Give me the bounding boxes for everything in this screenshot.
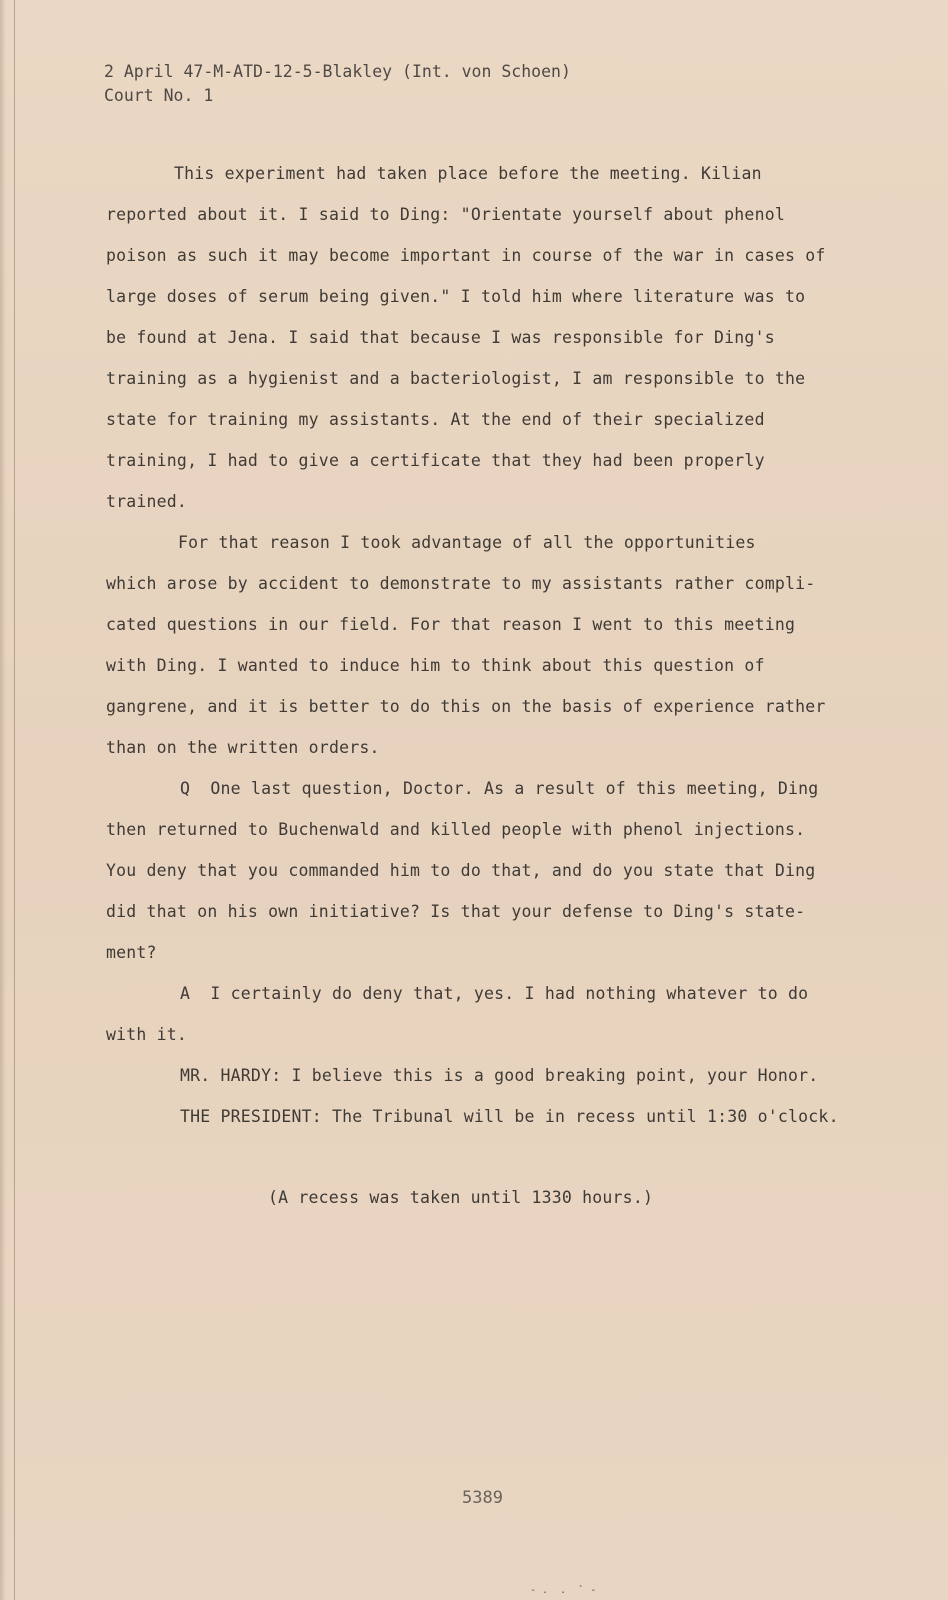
question-line-1: Q One last question, Doctor. As a result of this meeting, Ding xyxy=(180,779,819,798)
hardy-statement: MR. HARDY: I believe this is a good breaking point, your Honor. xyxy=(180,1066,819,1085)
body-line-14: gangrene, and it is better to do this on the basis of experience rather xyxy=(106,697,826,716)
body-line-5: be found at Jena. I said that because I was responsible for Ding's xyxy=(106,328,775,347)
body-line-7: state for training my assistants. At the end of their specialized xyxy=(106,410,765,429)
question-line-3: You deny that you commanded him to do that, and do you state that Ding xyxy=(106,861,816,880)
body-line-15: than on the written orders. xyxy=(106,738,380,757)
answer-line-2: with it. xyxy=(106,1025,188,1044)
header-line-2: Court No. 1 xyxy=(104,86,214,105)
recess-note: (A recess was taken until 1330 hours.) xyxy=(268,1188,654,1207)
question-line-4: did that on his own initiative? Is that your defense to Ding's state- xyxy=(106,902,806,921)
body-line-1: This experiment had taken place before the meeting. Kilian xyxy=(174,164,762,183)
bottom-marks: - . . ` - xyxy=(530,1585,597,1596)
body-line-10: For that reason I took advantage of all the opportunities xyxy=(178,533,756,552)
answer-line-1: A I certainly do deny that, yes. I had nothing whatever to do xyxy=(180,984,809,1003)
transcript-header xyxy=(104,60,571,108)
header-line-1: 2 April 47-M-ATD-12-5-Blakley (Int. von Schoen) xyxy=(104,62,571,81)
body-line-11: which arose by accident to demonstrate to my assistants rather compli- xyxy=(106,574,816,593)
page-number: 5389 xyxy=(462,1488,503,1508)
body-line-13: with Ding. I wanted to induce him to think about this question of xyxy=(106,656,765,675)
body-line-4: large doses of serum being given." I told him where literature was to xyxy=(106,287,806,306)
president-statement: THE PRESIDENT: The Tribunal will be in recess until 1:30 o'clock. xyxy=(180,1107,839,1126)
question-line-2: then returned to Buchenwald and killed people with phenol injections. xyxy=(106,820,806,839)
body-line-3: poison as such it may become important in course of the war in cases of xyxy=(106,246,826,265)
body-line-12: cated questions in our field. For that reason I went to this meeting xyxy=(106,615,796,634)
question-line-5: ment? xyxy=(106,943,157,962)
body-line-2: reported about it. I said to Ding: "Orientate yourself about phenol xyxy=(106,205,785,224)
body-line-9: trained. xyxy=(106,492,188,511)
body-line-6: training as a hygienist and a bacteriologist, I am responsible to the xyxy=(106,369,806,388)
body-line-8: training, I had to give a certificate that they had been properly xyxy=(106,451,765,470)
